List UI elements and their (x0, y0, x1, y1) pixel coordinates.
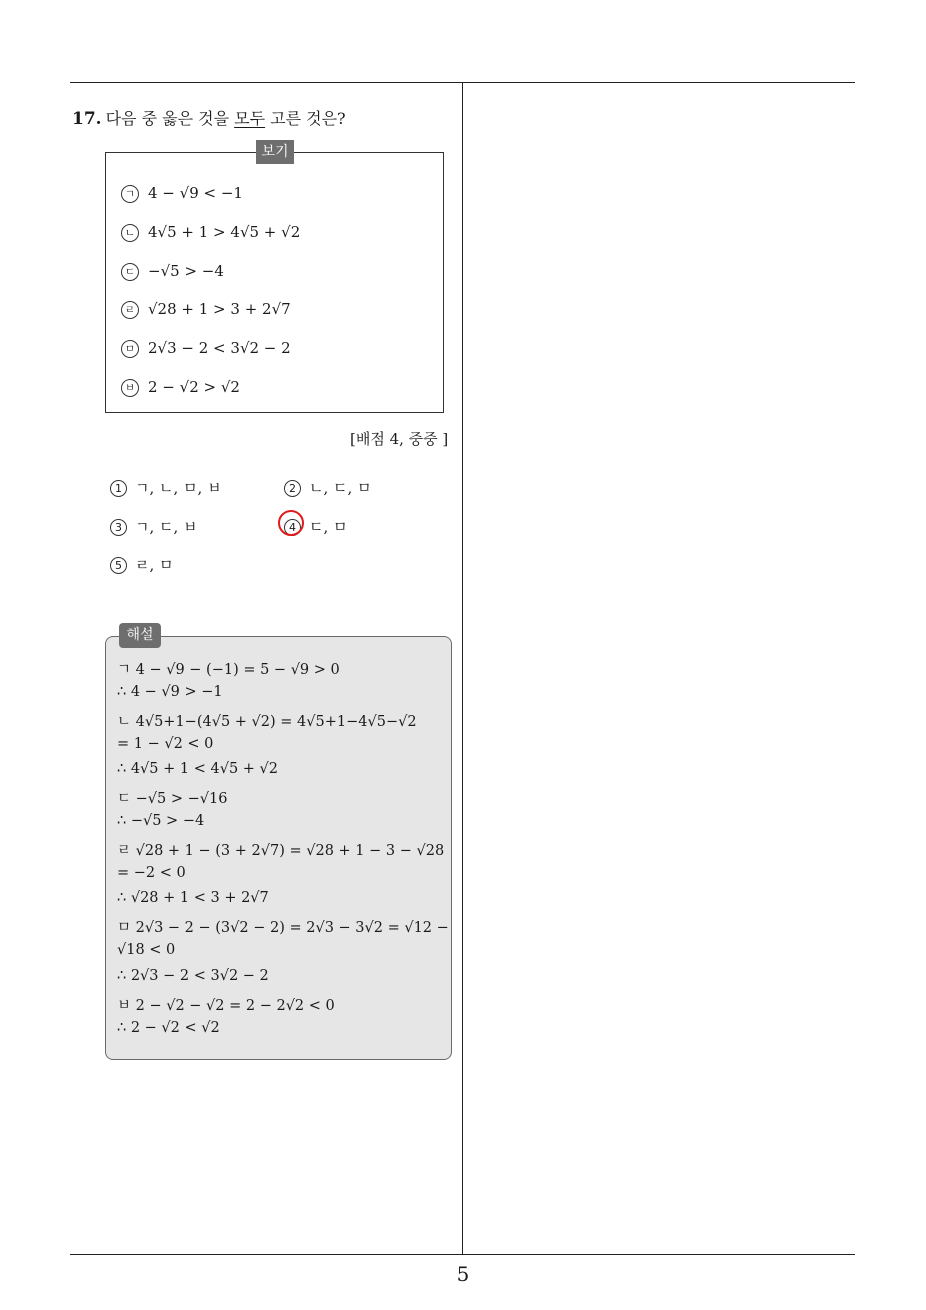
bogi-item (121, 300, 291, 319)
choice-text: ㄱ, ㄷ, ㅂ (135, 518, 198, 536)
choice-2[interactable] (284, 477, 372, 498)
solution-line: ㄷ −√5 > −√16 (117, 791, 228, 807)
bogi-item-mark: ㄷ (121, 263, 139, 281)
bogi-item-expression: 2 − √2 > √2 (148, 378, 240, 396)
question-text-after: 고른 것은? (265, 109, 346, 128)
choice-text: ㄹ, ㅁ (135, 556, 174, 574)
bogi-item-expression: √28 + 1 > 3 + 2√7 (148, 300, 291, 318)
solution-line: ∴ −√5 > −4 (117, 813, 205, 829)
bogi-item-expression: −√5 > −4 (148, 262, 224, 280)
bogi-item (121, 339, 291, 358)
bogi-item-expression: 4√5 + 1 > 4√5 + √2 (148, 223, 301, 241)
bogi-item-expression: 2√3 − 2 < 3√2 − 2 (148, 339, 291, 357)
bogi-item-mark: ㄴ (121, 224, 139, 242)
solution-line: √18 < 0 (117, 942, 176, 958)
choice-number: 2 (284, 480, 301, 497)
bogi-item-mark: ㄹ (121, 301, 139, 319)
solution-line: ∴ 4√5 + 1 < 4√5 + √2 (117, 761, 279, 777)
solution-line: ㄴ 4√5+1−(4√5 + √2) = 4√5+1−4√5−√2 (117, 714, 417, 730)
bogi-label: 보기 (256, 140, 294, 164)
question-stem (72, 106, 346, 129)
bogi-item-mark: ㅁ (121, 340, 139, 358)
choice-number: 5 (110, 557, 127, 574)
bottom-rule (70, 1254, 855, 1255)
solution-line: = −2 < 0 (117, 865, 186, 881)
choice-number: 1 (110, 480, 127, 497)
choice-1[interactable] (110, 477, 222, 498)
solution-label: 해설 (119, 623, 161, 648)
column-divider (462, 82, 463, 1255)
question-text-underlined: 모두 (234, 109, 266, 128)
bogi-item-mark: ㄱ (121, 185, 139, 203)
question-text-before: 다음 중 옳은 것을 (105, 109, 235, 128)
score-info: [배점 4, 중중 ] (350, 430, 449, 448)
answer-mark-circle (278, 510, 304, 536)
choice-text: ㄱ, ㄴ, ㅁ, ㅂ (135, 479, 222, 497)
choice-number: 3 (110, 519, 127, 536)
bogi-item-expression: 4 − √9 < −1 (148, 184, 243, 202)
solution-line: ∴ √28 + 1 < 3 + 2√7 (117, 890, 269, 906)
solution-line: = 1 − √2 < 0 (117, 736, 214, 752)
solution-line: ㅂ 2 − √2 − √2 = 2 − 2√2 < 0 (117, 998, 335, 1014)
solution-line: ㄱ 4 − √9 − (−1) = 5 − √9 > 0 (117, 662, 340, 678)
bogi-item (121, 378, 240, 397)
choice-number: 4 (284, 519, 301, 536)
question-number: 17. (72, 109, 102, 129)
choice-5[interactable] (110, 554, 174, 575)
page-number: 5 (456, 1262, 470, 1286)
choice-text: ㄷ, ㅁ (309, 518, 348, 536)
choice-3[interactable] (110, 516, 198, 537)
solution-line: ∴ 2√3 − 2 < 3√2 − 2 (117, 968, 269, 984)
bogi-item-mark: ㅂ (121, 379, 139, 397)
solution-line: ㅁ 2√3 − 2 − (3√2 − 2) = 2√3 − 3√2 = √12 − (117, 920, 449, 936)
bogi-item (121, 262, 224, 281)
solution-line: ∴ 2 − √2 < √2 (117, 1020, 220, 1036)
solution-line: ∴ 4 − √9 > −1 (117, 684, 223, 700)
bogi-item (121, 184, 243, 203)
solution-line: ㄹ √28 + 1 − (3 + 2√7) = √28 + 1 − 3 − √28 (117, 843, 445, 859)
choice-text: ㄴ, ㄷ, ㅁ (309, 479, 372, 497)
bogi-item (121, 223, 300, 242)
